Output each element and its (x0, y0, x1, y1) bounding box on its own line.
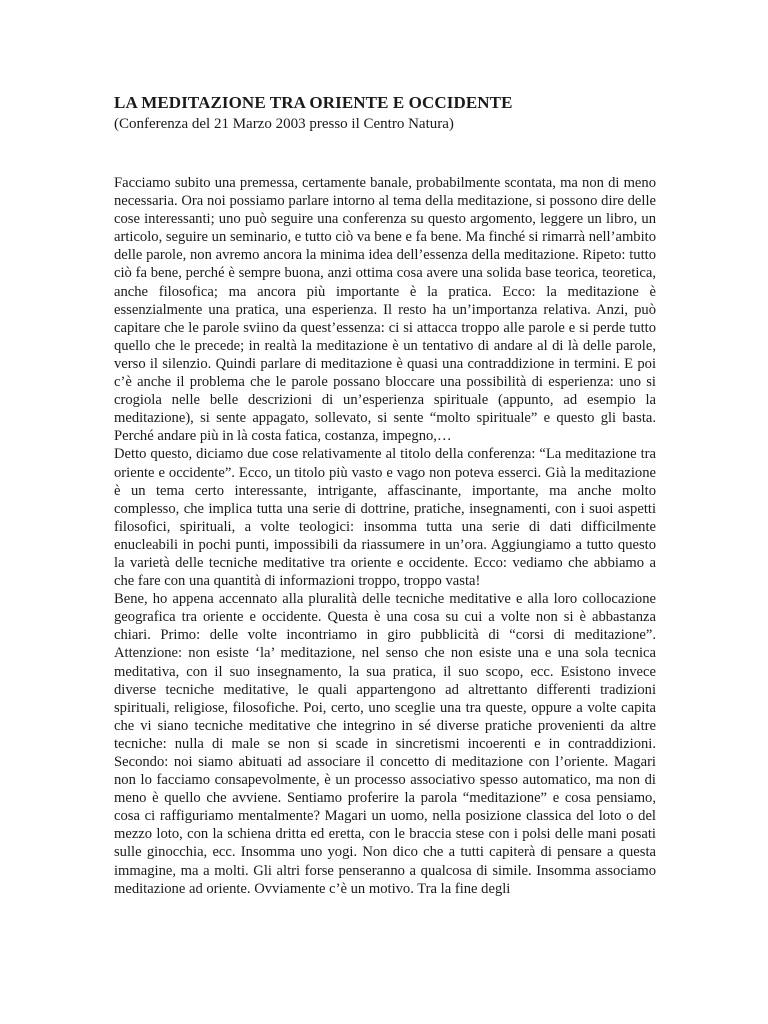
document-title: LA MEDITAZIONE TRA ORIENTE E OCCIDENTE (114, 93, 513, 112)
document-subtitle: (Conferenza del 21 Marzo 2003 presso il Centro Natura) (114, 116, 454, 132)
document-page (114, 92, 656, 898)
paragraph: Detto questo, diciamo due cose relativamente al titolo della conferenza: “La meditazione tra oriente e occidente”. Ecco, un titolo più vasto e vago non poteva esserci. Già la meditazione è un tema certo interessante, intrigante, affascinante, importante, ma anche molto complesso, che implica tutta una serie di dottrine, pratiche, insegnamenti, con i suoi aspetti filosofici, spirituali, a volte teologici: insomma tutta una serie di dati difficilmente enucleabili in pochi punti, impossibili da riassumere in un’ora. Aggiungiamo a tutto questo la varietà delle tecniche meditative tra oriente e occidente. Ecco: vediamo che abbiamo a che fare con una quantità di informazioni troppo, troppo vasta! (114, 446, 656, 590)
paragraph: Bene, ho appena accennato alla pluralità delle tecniche meditative e alla loro collocazione geografica tra oriente e occidente. Questa è una cosa su cui a volte non si è abbastanza chiari. Primo: delle volte incontriamo in giro pubblicità di “corsi di meditazione”. Attenzione: non esiste ‘la’ meditazione, nel senso che non esiste una e una sola tecnica meditativa, con il suo insegnamento, la sua pratica, il suo scopo, ecc. Esistono invece diverse tecniche meditative, le quali appartengono ad altrettanto differenti tradizioni spirituali, religiose, filosofiche. Poi, certo, uno sceglie una tra queste, oppure a volte capita che vi siano tecniche meditative che integrino in sé diverse pratiche provenienti da altre tecniche: nulla di male se non si scade in sincretismi incoerenti e in contraddizioni. Secondo: noi siamo abituati ad associare il concetto di meditazione con l’oriente. Magari non lo facciamo consapevolmente, è un processo associativo spesso automatico, ma non di meno è quello che avviene. Sentiamo proferire la parola “meditazione” e cosa pensiamo, cosa ci raffiguriamo mentalmente? Magari un uomo, nella posizione classica del loto o del mezzo loto, con la schiena dritta ed eretta, con le braccia stese con i polsi delle mani posati sulle ginocchia, ecc. Insomma uno yogi. Non dico che a tutti capiterà di pensare a questa immagine, ma a molti. Gli altri forse penseranno a qualcosa di simile. Insomma associamo meditazione ad oriente. Ovviamente c’è un motivo. Tra la fine degli (114, 591, 656, 897)
document-body (114, 174, 656, 898)
paragraph: Facciamo subito una premessa, certamente banale, probabilmente scontata, ma non di meno necessaria. Ora noi possiamo parlare intorno al tema della meditazione, si possono dire delle cose interessanti; uno può seguire una conferenza su questo argomento, leggere un libro, un articolo, seguire un seminario, e tutto ciò va bene e fa bene. Ma finché si rimarrà nell’ambito delle parole, non avremo ancora la minima idea dell’essenza della meditazione. Ripeto: tutto ciò fa bene, perché è sempre buona, anzi ottima cosa avere una solida base teorica, teoretica, anche filosofica; ma ancora più importante è la pratica. Ecco: la meditazione è essenzialmente una pratica, una esperienza. Il resto ha un’importanza relativa. Anzi, può capitare che le parole sviino da quest’essenza: ci si attacca troppo alle parole e si perde tutto quello che le precede; in realtà la meditazione è un tentativo di andare al di là delle parole, verso il silenzio. Quindi parlare di meditazione è quasi una contraddizione in termini. E poi c’è anche il problema che le parole possano bloccare una possibilità di esperienza: uno si crogiola nelle belle descrizioni di un’esperienza spirituale (appunto, ad esempio la meditazione), si sente appagato, sollevato, si sente “molto spirituale” e questo gli basta. Perché andare più in là costa fatica, costanza, impegno,… (114, 175, 656, 445)
